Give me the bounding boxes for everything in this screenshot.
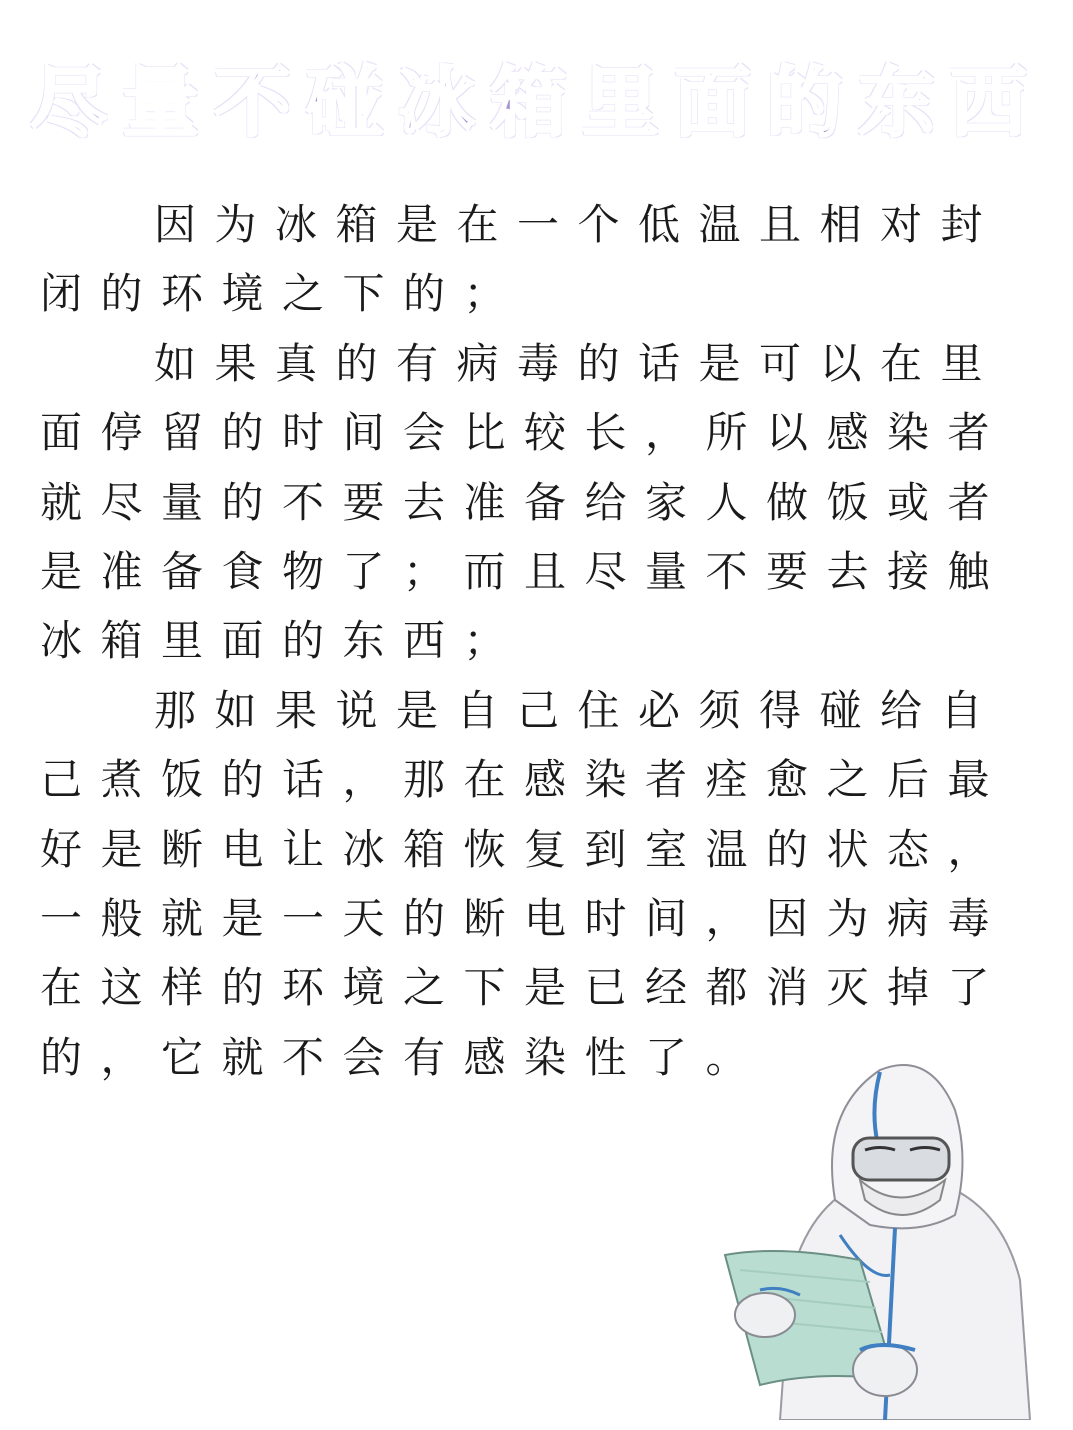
paragraph-3: 那如果说是自己住必须得碰给自己煮饭的话，那在感染者痊愈之后最好是断电让冰箱恢复到室温的状态，一般就是一天的断电时间，因为病毒在这样的环境之下是已经都消灭掉了的，它就不会有感染性了。 (40, 685, 1009, 1082)
medical-worker-illustration (720, 1050, 1050, 1420)
page-title: 尽量不碰冰箱里面的东西 (30, 58, 1043, 147)
paragraph-1: 因为冰箱是在一个低温且相对封闭的环境之下的； (40, 200, 1002, 319)
article-body (40, 190, 1020, 1092)
paragraph-2: 如果真的有病毒的话是可以在里面停留的时间会比较长，所以感染者就尽量的不要去准备给家人做饭或者是准备食物了；而且尽量不要去接触冰箱里面的东西； (40, 338, 1009, 666)
